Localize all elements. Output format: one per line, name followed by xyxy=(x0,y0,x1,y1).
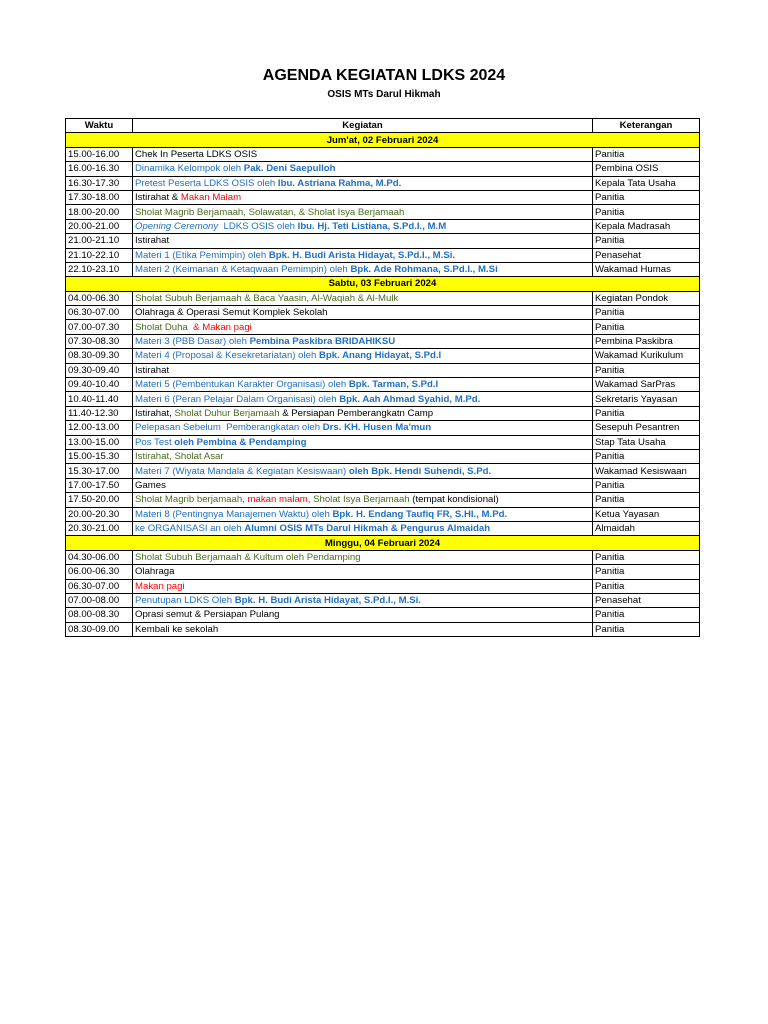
kegiatan-text: Bpk. H. Budi Arista Hidayat, S.Pd.I., M.Si. xyxy=(234,595,421,607)
table-row xyxy=(66,608,700,622)
kegiatan-text: Makan Malam xyxy=(180,192,242,204)
keterangan-cell: Kepala Tata Usaha xyxy=(593,176,700,190)
day-header-row xyxy=(66,277,700,291)
kegiatan-cell xyxy=(133,190,593,204)
keterangan-cell: Panitia xyxy=(593,550,700,564)
waktu-cell: 12.00-13.00 xyxy=(66,421,133,435)
waktu-cell: 06.00-06.30 xyxy=(66,565,133,579)
kegiatan-cell xyxy=(133,608,593,622)
kegiatan-cell xyxy=(133,521,593,535)
waktu-cell: 06.30-07.00 xyxy=(66,306,133,320)
kegiatan-text: Oprasi semut & Persiapan Pulang xyxy=(135,609,280,621)
waktu-cell: 04.00-06.30 xyxy=(66,291,133,305)
kegiatan-cell xyxy=(133,219,593,233)
kegiatan-text: Dinamika Kelompok oleh xyxy=(135,163,244,175)
kegiatan-text: Kembali ke sekolah xyxy=(135,623,219,635)
table-row xyxy=(66,593,700,607)
kegiatan-text: Pembina Paskibra BRIDAHIKSU xyxy=(249,336,396,348)
column-header-waktu: Waktu xyxy=(66,119,133,133)
kegiatan-text: Istirahat xyxy=(135,364,170,376)
waktu-cell: 15.00-16.00 xyxy=(66,147,133,161)
waktu-cell: 11.40-12.30 xyxy=(66,406,133,420)
kegiatan-text: makan malam xyxy=(247,494,308,506)
table-row xyxy=(66,464,700,478)
kegiatan-text: oleh Pembina & Pendamping xyxy=(174,436,307,448)
kegiatan-cell xyxy=(133,493,593,507)
kegiatan-text: Sholat Subuh Berjamaah & Kultum oleh Pendamping xyxy=(135,551,361,563)
table-row xyxy=(66,205,700,219)
kegiatan-text: Bpk. Aah Ahmad Syahid, M.Pd. xyxy=(339,393,481,405)
kegiatan-text: Materi 8 (Pentingnya Manajemen Waktu) oleh xyxy=(135,508,333,520)
day-label: Jum'at, 02 Februari 2024 xyxy=(66,133,700,147)
kegiatan-cell xyxy=(133,320,593,334)
kegiatan-text: ke ORGANISASI an oleh xyxy=(135,523,245,535)
kegiatan-text: Chek In Peserta LDKS OSIS xyxy=(135,148,258,160)
waktu-cell: 10.40-11.40 xyxy=(66,392,133,406)
waktu-cell: 16.00-16.30 xyxy=(66,162,133,176)
kegiatan-cell xyxy=(133,565,593,579)
table-row xyxy=(66,507,700,521)
keterangan-cell: Almaidah xyxy=(593,521,700,535)
kegiatan-cell xyxy=(133,507,593,521)
keterangan-cell: Kegiatan Pondok xyxy=(593,291,700,305)
table-row xyxy=(66,234,700,248)
kegiatan-text: Makan pagi xyxy=(135,580,185,592)
kegiatan-text: LDKS OSIS oleh xyxy=(218,220,298,232)
kegiatan-cell xyxy=(133,162,593,176)
kegiatan-text: Penutupan LDKS Oleh xyxy=(135,595,235,607)
keterangan-cell: Penasehat xyxy=(593,593,700,607)
kegiatan-cell xyxy=(133,435,593,449)
kegiatan-cell xyxy=(133,406,593,420)
table-row xyxy=(66,147,700,161)
kegiatan-text: Sholat Duhur Berjamaah xyxy=(174,408,280,419)
keterangan-cell: Panitia xyxy=(593,565,700,579)
agenda-body xyxy=(66,133,700,637)
keterangan-cell: Panitia xyxy=(593,190,700,204)
table-row xyxy=(66,262,700,276)
table-row xyxy=(66,162,700,176)
table-row xyxy=(66,334,700,348)
kegiatan-cell xyxy=(133,421,593,435)
kegiatan-text: Drs. KH. Husen Ma'mun xyxy=(322,422,432,434)
kegiatan-text: Materi 7 (Wiyata Mandala & Kegiatan Kesiswaan) xyxy=(135,465,349,477)
kegiatan-text: Materi 5 (Pembentukan Karakter Organisasi) oleh xyxy=(135,379,349,391)
kegiatan-cell xyxy=(133,234,593,248)
keterangan-cell: Panitia xyxy=(593,147,700,161)
keterangan-cell: Panitia xyxy=(593,478,700,492)
table-row xyxy=(66,435,700,449)
kegiatan-text: Opening Ceremony xyxy=(135,220,219,232)
kegiatan-text: Sholat Magrib Berjamaah, Solawatan, & Sholat Isya Berjamaah xyxy=(135,206,405,218)
keterangan-cell: Panitia xyxy=(593,363,700,377)
kegiatan-text: Istirahat & xyxy=(135,192,181,204)
keterangan-cell: Penasehat xyxy=(593,248,700,262)
column-header-keterangan: Keterangan xyxy=(593,119,700,133)
kegiatan-text: Pak. Deni Saepulloh xyxy=(243,163,336,175)
kegiatan-text: Istirahat, Sholat Asar xyxy=(135,451,224,463)
kegiatan-cell xyxy=(133,478,593,492)
kegiatan-text: Alumni OSIS MTs Darul Hikmah & Pengurus Almaidah xyxy=(244,523,491,535)
kegiatan-cell xyxy=(133,622,593,636)
waktu-cell: 20.00-21.00 xyxy=(66,219,133,233)
table-row xyxy=(66,219,700,233)
kegiatan-cell xyxy=(133,147,593,161)
kegiatan-cell xyxy=(133,349,593,363)
waktu-cell: 21.10-22.10 xyxy=(66,248,133,262)
day-label: Sabtu, 03 Februari 2024 xyxy=(66,277,700,291)
waktu-cell: 07.00-07.30 xyxy=(66,320,133,334)
table-row xyxy=(66,565,700,579)
kegiatan-cell xyxy=(133,262,593,276)
table-row xyxy=(66,306,700,320)
kegiatan-text: & Makan pagi xyxy=(190,321,252,333)
table-row xyxy=(66,176,700,190)
kegiatan-text: Materi 2 (Keimanan & Ketaqwaan Pemimpin) oleh xyxy=(135,264,351,276)
table-row xyxy=(66,190,700,204)
table-row xyxy=(66,449,700,463)
waktu-cell: 08.00-08.30 xyxy=(66,608,133,622)
table-row xyxy=(66,291,700,305)
waktu-cell: 17.30-18.00 xyxy=(66,190,133,204)
kegiatan-text: Materi 3 (PBB Dasar) oleh xyxy=(135,336,250,348)
kegiatan-cell xyxy=(133,205,593,219)
kegiatan-cell xyxy=(133,550,593,564)
kegiatan-text: Bpk. H. Endang Taufiq FR, S.HI., M.Pd. xyxy=(332,508,508,520)
keterangan-cell: Panitia xyxy=(593,406,700,420)
keterangan-cell: Sekretaris Yayasan xyxy=(593,392,700,406)
kegiatan-text: oleh Bpk. Hendi Suhendi, S.Pd. xyxy=(348,465,492,477)
table-row xyxy=(66,406,700,420)
kegiatan-cell xyxy=(133,464,593,478)
kegiatan-cell xyxy=(133,363,593,377)
keterangan-cell: Wakamad Kurikulum xyxy=(593,349,700,363)
waktu-cell: 16.30-17.30 xyxy=(66,176,133,190)
kegiatan-text: Olahraga & Operasi Semut Komplek Sekolah xyxy=(135,307,328,319)
kegiatan-text: Olahraga xyxy=(135,566,175,578)
table-row xyxy=(66,248,700,262)
keterangan-cell: Panitia xyxy=(593,306,700,320)
day-header-row xyxy=(66,536,700,550)
waktu-cell: 17.50-20.00 xyxy=(66,493,133,507)
waktu-cell: 08.30-09.30 xyxy=(66,349,133,363)
kegiatan-text: & Persiapan Pemberangkatn Camp xyxy=(279,408,434,419)
kegiatan-cell xyxy=(133,579,593,593)
keterangan-cell: Panitia xyxy=(593,449,700,463)
keterangan-cell: Sesepuh Pesantren xyxy=(593,421,700,435)
kegiatan-text: Games xyxy=(135,479,166,491)
kegiatan-text: Bpk. Anang Hidayat, S.Pd.I xyxy=(318,350,442,362)
table-row xyxy=(66,521,700,535)
waktu-cell: 04.30-06.00 xyxy=(66,550,133,564)
keterangan-cell: Pembina OSIS xyxy=(593,162,700,176)
waktu-cell: 17.00-17.50 xyxy=(66,478,133,492)
kegiatan-cell xyxy=(133,334,593,348)
kegiatan-text: Sholat Magrib berjamaah, xyxy=(135,494,248,506)
kegiatan-cell xyxy=(133,449,593,463)
waktu-cell: 15.00-15.30 xyxy=(66,449,133,463)
waktu-cell: 20.00-20.30 xyxy=(66,507,133,521)
table-row xyxy=(66,392,700,406)
kegiatan-text: Sholat Duha xyxy=(135,321,191,333)
table-row xyxy=(66,320,700,334)
table-row xyxy=(66,478,700,492)
kegiatan-cell xyxy=(133,176,593,190)
table-row xyxy=(66,349,700,363)
document-title: AGENDA KEGIATAN LDKS 2024 xyxy=(262,67,506,84)
keterangan-cell: Stap Tata Usaha xyxy=(593,435,700,449)
keterangan-cell: Panitia xyxy=(593,205,700,219)
waktu-cell: 09.30-09.40 xyxy=(66,363,133,377)
kegiatan-text: Pos Test xyxy=(135,436,175,448)
kegiatan-cell xyxy=(133,248,593,262)
kegiatan-text: Materi 4 (Proposal & Kesekretariatan) oleh xyxy=(135,350,319,362)
kegiatan-cell xyxy=(133,306,593,320)
waktu-cell: 21.00-21.10 xyxy=(66,234,133,248)
table-row xyxy=(66,421,700,435)
keterangan-cell: Panitia xyxy=(593,320,700,334)
kegiatan-text: Materi 1 (Etika Pemimpin) oleh xyxy=(135,249,269,261)
waktu-cell: 22.10-23.10 xyxy=(66,262,133,276)
keterangan-cell: Wakamad Humas xyxy=(593,262,700,276)
agenda-table xyxy=(65,118,700,637)
day-label: Minggu, 04 Februari 2024 xyxy=(66,536,700,550)
waktu-cell: 06.30-07.00 xyxy=(66,579,133,593)
keterangan-cell: Panitia xyxy=(593,579,700,593)
waktu-cell: 15.30-17.00 xyxy=(66,464,133,478)
kegiatan-text: Istirahat, xyxy=(135,408,175,419)
kegiatan-cell xyxy=(133,291,593,305)
day-header-row xyxy=(66,133,700,147)
keterangan-cell: Kepala Madrasah xyxy=(593,219,700,233)
kegiatan-text: Bpk. Ade Rohmana, S.Pd.I., M.Si xyxy=(350,264,498,276)
kegiatan-text: , Sholat Isya Berjamaah xyxy=(307,494,410,506)
waktu-cell: 07.30-08.30 xyxy=(66,334,133,348)
keterangan-cell: Ketua Yayasan xyxy=(593,507,700,521)
kegiatan-text: Ibu. Astriana Rahma, M.Pd. xyxy=(277,177,402,189)
waktu-cell: 08.30-09.00 xyxy=(66,622,133,636)
kegiatan-text: (tempat kondisional) xyxy=(409,494,499,506)
kegiatan-cell xyxy=(133,593,593,607)
kegiatan-text: Materi 6 (Peran Pelajar Dalam Organisasi) oleh xyxy=(135,393,340,405)
table-row xyxy=(66,493,700,507)
waktu-cell: 09.40-10.40 xyxy=(66,378,133,392)
keterangan-cell: Wakamad SarPras xyxy=(593,378,700,392)
kegiatan-text: Istirahat xyxy=(135,235,170,247)
waktu-cell: 20.30-21.00 xyxy=(66,521,133,535)
keterangan-cell: Panitia xyxy=(593,234,700,248)
table-row xyxy=(66,363,700,377)
kegiatan-text: Sholat Subuh Berjamaah & Baca Yaasin, Al-Waqiah & Al-Mulk xyxy=(135,292,399,304)
column-header-kegiatan: Kegiatan xyxy=(133,119,593,133)
kegiatan-text: Pretest Peserta LDKS OSIS oleh xyxy=(135,177,278,189)
kegiatan-cell xyxy=(133,378,593,392)
keterangan-cell: Panitia xyxy=(593,493,700,507)
kegiatan-cell xyxy=(133,392,593,406)
table-header-row xyxy=(66,119,700,133)
waktu-cell: 18.00-20.00 xyxy=(66,205,133,219)
kegiatan-text: Bpk. H. Budi Arista Hidayat, S.Pd.I., M.Si. xyxy=(268,249,456,261)
waktu-cell: 13.00-15.00 xyxy=(66,435,133,449)
table-row xyxy=(66,378,700,392)
keterangan-cell: Panitia xyxy=(593,622,700,636)
keterangan-cell: Panitia xyxy=(593,608,700,622)
table-row xyxy=(66,579,700,593)
table-row xyxy=(66,622,700,636)
keterangan-cell: Pembina Paskibra xyxy=(593,334,700,348)
waktu-cell: 07.00-08.00 xyxy=(66,593,133,607)
document-subtitle: OSIS MTs Darul Hikmah xyxy=(327,89,441,100)
kegiatan-text: Bpk. Tarman, S.Pd.I xyxy=(348,379,439,391)
kegiatan-text: Pelepasan Sebelum Pemberangkatan oleh xyxy=(135,422,323,434)
kegiatan-text: Ibu. Hj. Teti Listiana, S.Pd.I., M.M xyxy=(297,220,447,232)
table-row xyxy=(66,550,700,564)
keterangan-cell: Wakamad Kesiswaan xyxy=(593,464,700,478)
